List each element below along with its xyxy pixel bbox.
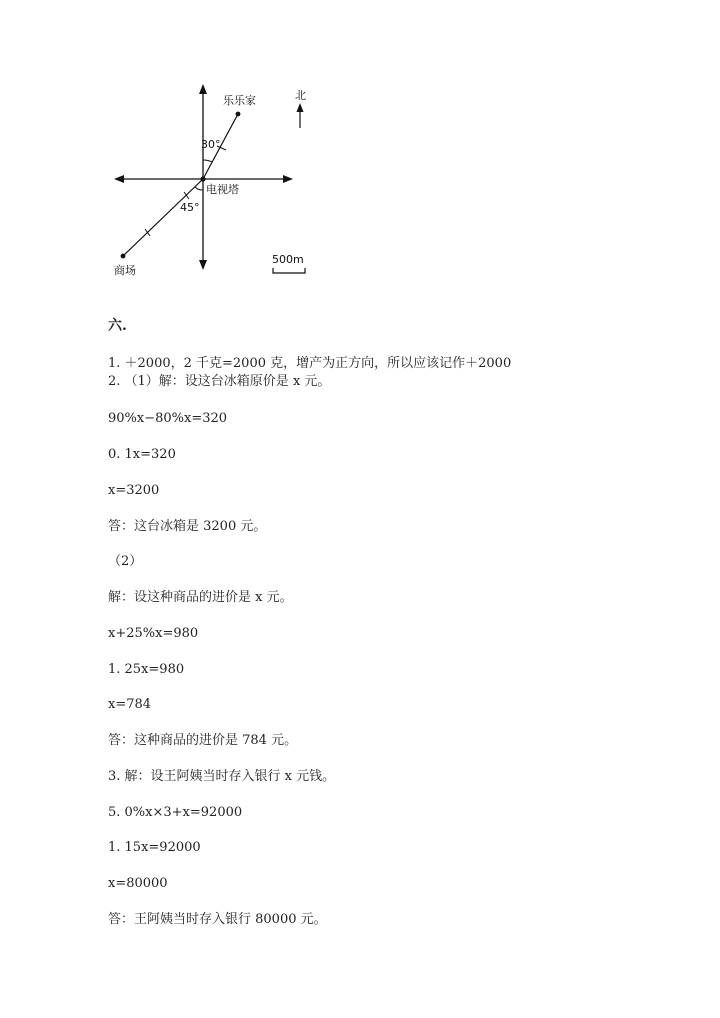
answer-line-1: 1. ＋2000，2 千克=2000 克，增产为正方向，所以应该记作＋2000 — [108, 356, 512, 371]
mall-point — [121, 254, 126, 259]
scale-bar — [273, 268, 305, 273]
direction-diagram — [100, 78, 340, 288]
section-heading: 六. — [108, 318, 127, 334]
lelejia-label: 乐乐家 — [223, 94, 256, 107]
angle-arc-30 — [203, 160, 212, 162]
tower-label: 电视塔 — [206, 183, 239, 196]
answer-line-5: x=3200 — [108, 483, 160, 498]
answer-line-2: 2. （1）解：设这台冰箱原价是 x 元。 — [108, 374, 331, 389]
answer-line-8: 解：设这种商品的进价是 x 元。 — [108, 590, 293, 605]
answer-line-15: 1. 15x=92000 — [108, 840, 201, 855]
answer-line-7: （2） — [108, 554, 143, 569]
answer-line-13: 3. 解：设王阿姨当时存入银行 x 元钱。 — [108, 769, 336, 784]
answer-line-11: x=784 — [108, 697, 152, 712]
north-arrow-icon — [199, 84, 207, 94]
answer-line-3: 90%x−80%x=320 — [108, 411, 228, 426]
answer-line-14: 5. 0%x×3+x=92000 — [108, 805, 243, 820]
answer-line-10: 1. 25x=980 — [108, 662, 185, 677]
answer-line-17: 答：王阿姨当时存入银行 80000 元。 — [108, 912, 327, 927]
mall-label: 商场 — [114, 264, 136, 277]
angle-arc-45 — [195, 187, 203, 190]
south-arrow-icon — [199, 260, 207, 270]
east-arrow-icon — [283, 175, 293, 183]
answer-line-12: 答：这种商品的进价是 784 元。 — [108, 733, 298, 748]
lelejia-point — [236, 112, 241, 117]
north-indicator-arrow-icon — [297, 103, 304, 112]
answer-line-16: x=80000 — [108, 876, 168, 891]
angle-45-label: 45° — [180, 201, 200, 214]
scale-label: 500m — [272, 253, 304, 266]
line-to-mall — [123, 179, 203, 256]
answer-line-6: 答：这台冰箱是 3200 元。 — [108, 519, 267, 534]
tower-point — [200, 176, 205, 181]
answer-line-4: 0. 1x=320 — [108, 447, 176, 462]
answer-line-9: x+25%x=980 — [108, 626, 199, 641]
west-arrow-icon — [114, 175, 124, 183]
angle-30-label: 30° — [201, 138, 221, 151]
north-label: 北 — [295, 89, 306, 102]
